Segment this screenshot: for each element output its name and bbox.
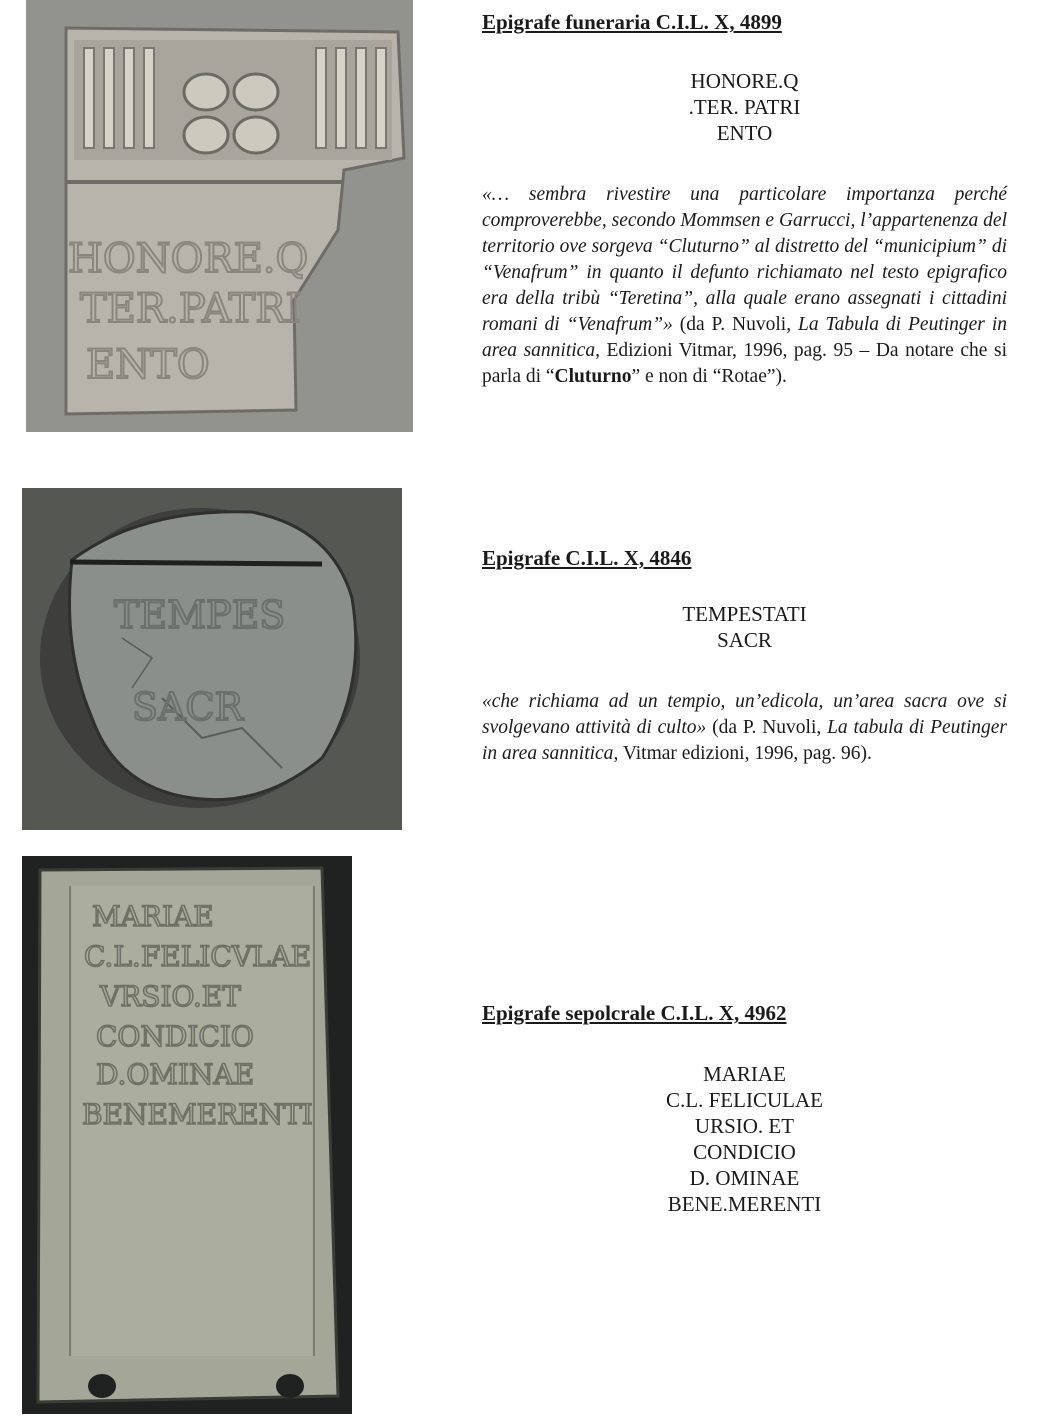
- commentary-4846: [482, 689, 1007, 767]
- stone-circular-illustration: [22, 488, 402, 830]
- section-heading-4962: Epigrafe sepolcrale C.I.L. X, 4962: [482, 1001, 787, 1025]
- inscription-line: ENTO: [716, 121, 773, 145]
- inscription-line: TEMPESTATI: [682, 602, 807, 626]
- commentary-4899: [482, 182, 1007, 390]
- commentary-source-prefix: (da P. Nuvoli,: [672, 314, 798, 335]
- inscription-line: URSIO. ET: [694, 1114, 795, 1138]
- svg-text:TER.PATRI: TER.PATRI: [80, 286, 302, 332]
- photo-epigrafe-4962: [22, 856, 352, 1414]
- section-heading-4846: Epigrafe C.I.L. X, 4846: [482, 546, 692, 570]
- stone-relief-illustration: [26, 0, 413, 432]
- svg-text:D.OMINAE: D.OMINAE: [96, 1058, 255, 1091]
- commentary-source-title: La tabula di Peutinger in area sannitica: [482, 717, 1007, 764]
- inscription-line: MARIAE: [703, 1062, 786, 1086]
- svg-text:HONORE.Q: HONORE.Q: [68, 236, 309, 282]
- inscription-line: HONORE.Q: [690, 69, 799, 93]
- commentary-source-prefix: (da P. Nuvoli,: [706, 717, 828, 738]
- svg-text:VRSIO.ET: VRSIO.ET: [100, 980, 241, 1013]
- svg-text:C.L.FELICVLAE: C.L.FELICVLAE: [84, 940, 312, 973]
- commentary-source-suffix: Edizioni Vitmar, 1996, pag. 95 – Da notare che si parla di “: [482, 340, 1007, 387]
- commentary-source-title: La Tabula di Peutinger in area sannitica,: [482, 314, 1007, 361]
- inscription-line: .TER. PATRI: [688, 95, 801, 119]
- commentary-quote: «che richiama ad un tempio, un’edicola, un’area sacra ove si svolgevano attività di culto»: [482, 691, 1007, 738]
- inscription-4962: [482, 1061, 1007, 1217]
- inscription-line: C.L. FELICULAE: [666, 1088, 823, 1112]
- svg-text:CONDICIO: CONDICIO: [96, 1020, 254, 1053]
- svg-text:TEMPES: TEMPES: [114, 593, 286, 637]
- inscription-4899: [482, 68, 1007, 146]
- photo-epigrafe-4846: [22, 488, 402, 830]
- svg-text:ENTO: ENTO: [86, 342, 210, 388]
- inscription-line: BENE.MERENTI: [667, 1192, 822, 1216]
- commentary-quote: «… sembra rivestire una particolare importanza perché comproverebbe, secondo Mommsen e Garrucci, l’appartenenza del territorio ove sorgeva “Cluturno” al distretto del “municipium” di “Venafrum” in quanto il defunto richiamato nel testo epigrafico era della tribù “Teretina”, alla quale erano assegnati i cittadini romani di “Venafrum”»: [482, 184, 1007, 335]
- svg-text:BENEMERENTI: BENEMERENTI: [82, 1098, 313, 1131]
- section-heading-4899: Epigrafe funeraria C.I.L. X, 4899: [482, 10, 782, 34]
- svg-text:MARIAE: MARIAE: [92, 900, 214, 933]
- photo-epigrafe-4899: [26, 0, 413, 432]
- commentary-closing: ” e non di “Rotae”).: [631, 366, 787, 387]
- inscription-line: D. OMINAE: [689, 1166, 800, 1190]
- inscription-4846: [482, 601, 1007, 653]
- inscription-line: SACR: [717, 628, 772, 652]
- inscription-line: CONDICIO: [693, 1140, 796, 1164]
- commentary-bold-term: Cluturno: [554, 366, 632, 387]
- stone-slab-illustration: [22, 856, 352, 1414]
- svg-text:SACR: SACR: [132, 685, 244, 729]
- commentary-source-suffix: , Vitmar edizioni, 1996, pag. 96).: [613, 743, 872, 764]
